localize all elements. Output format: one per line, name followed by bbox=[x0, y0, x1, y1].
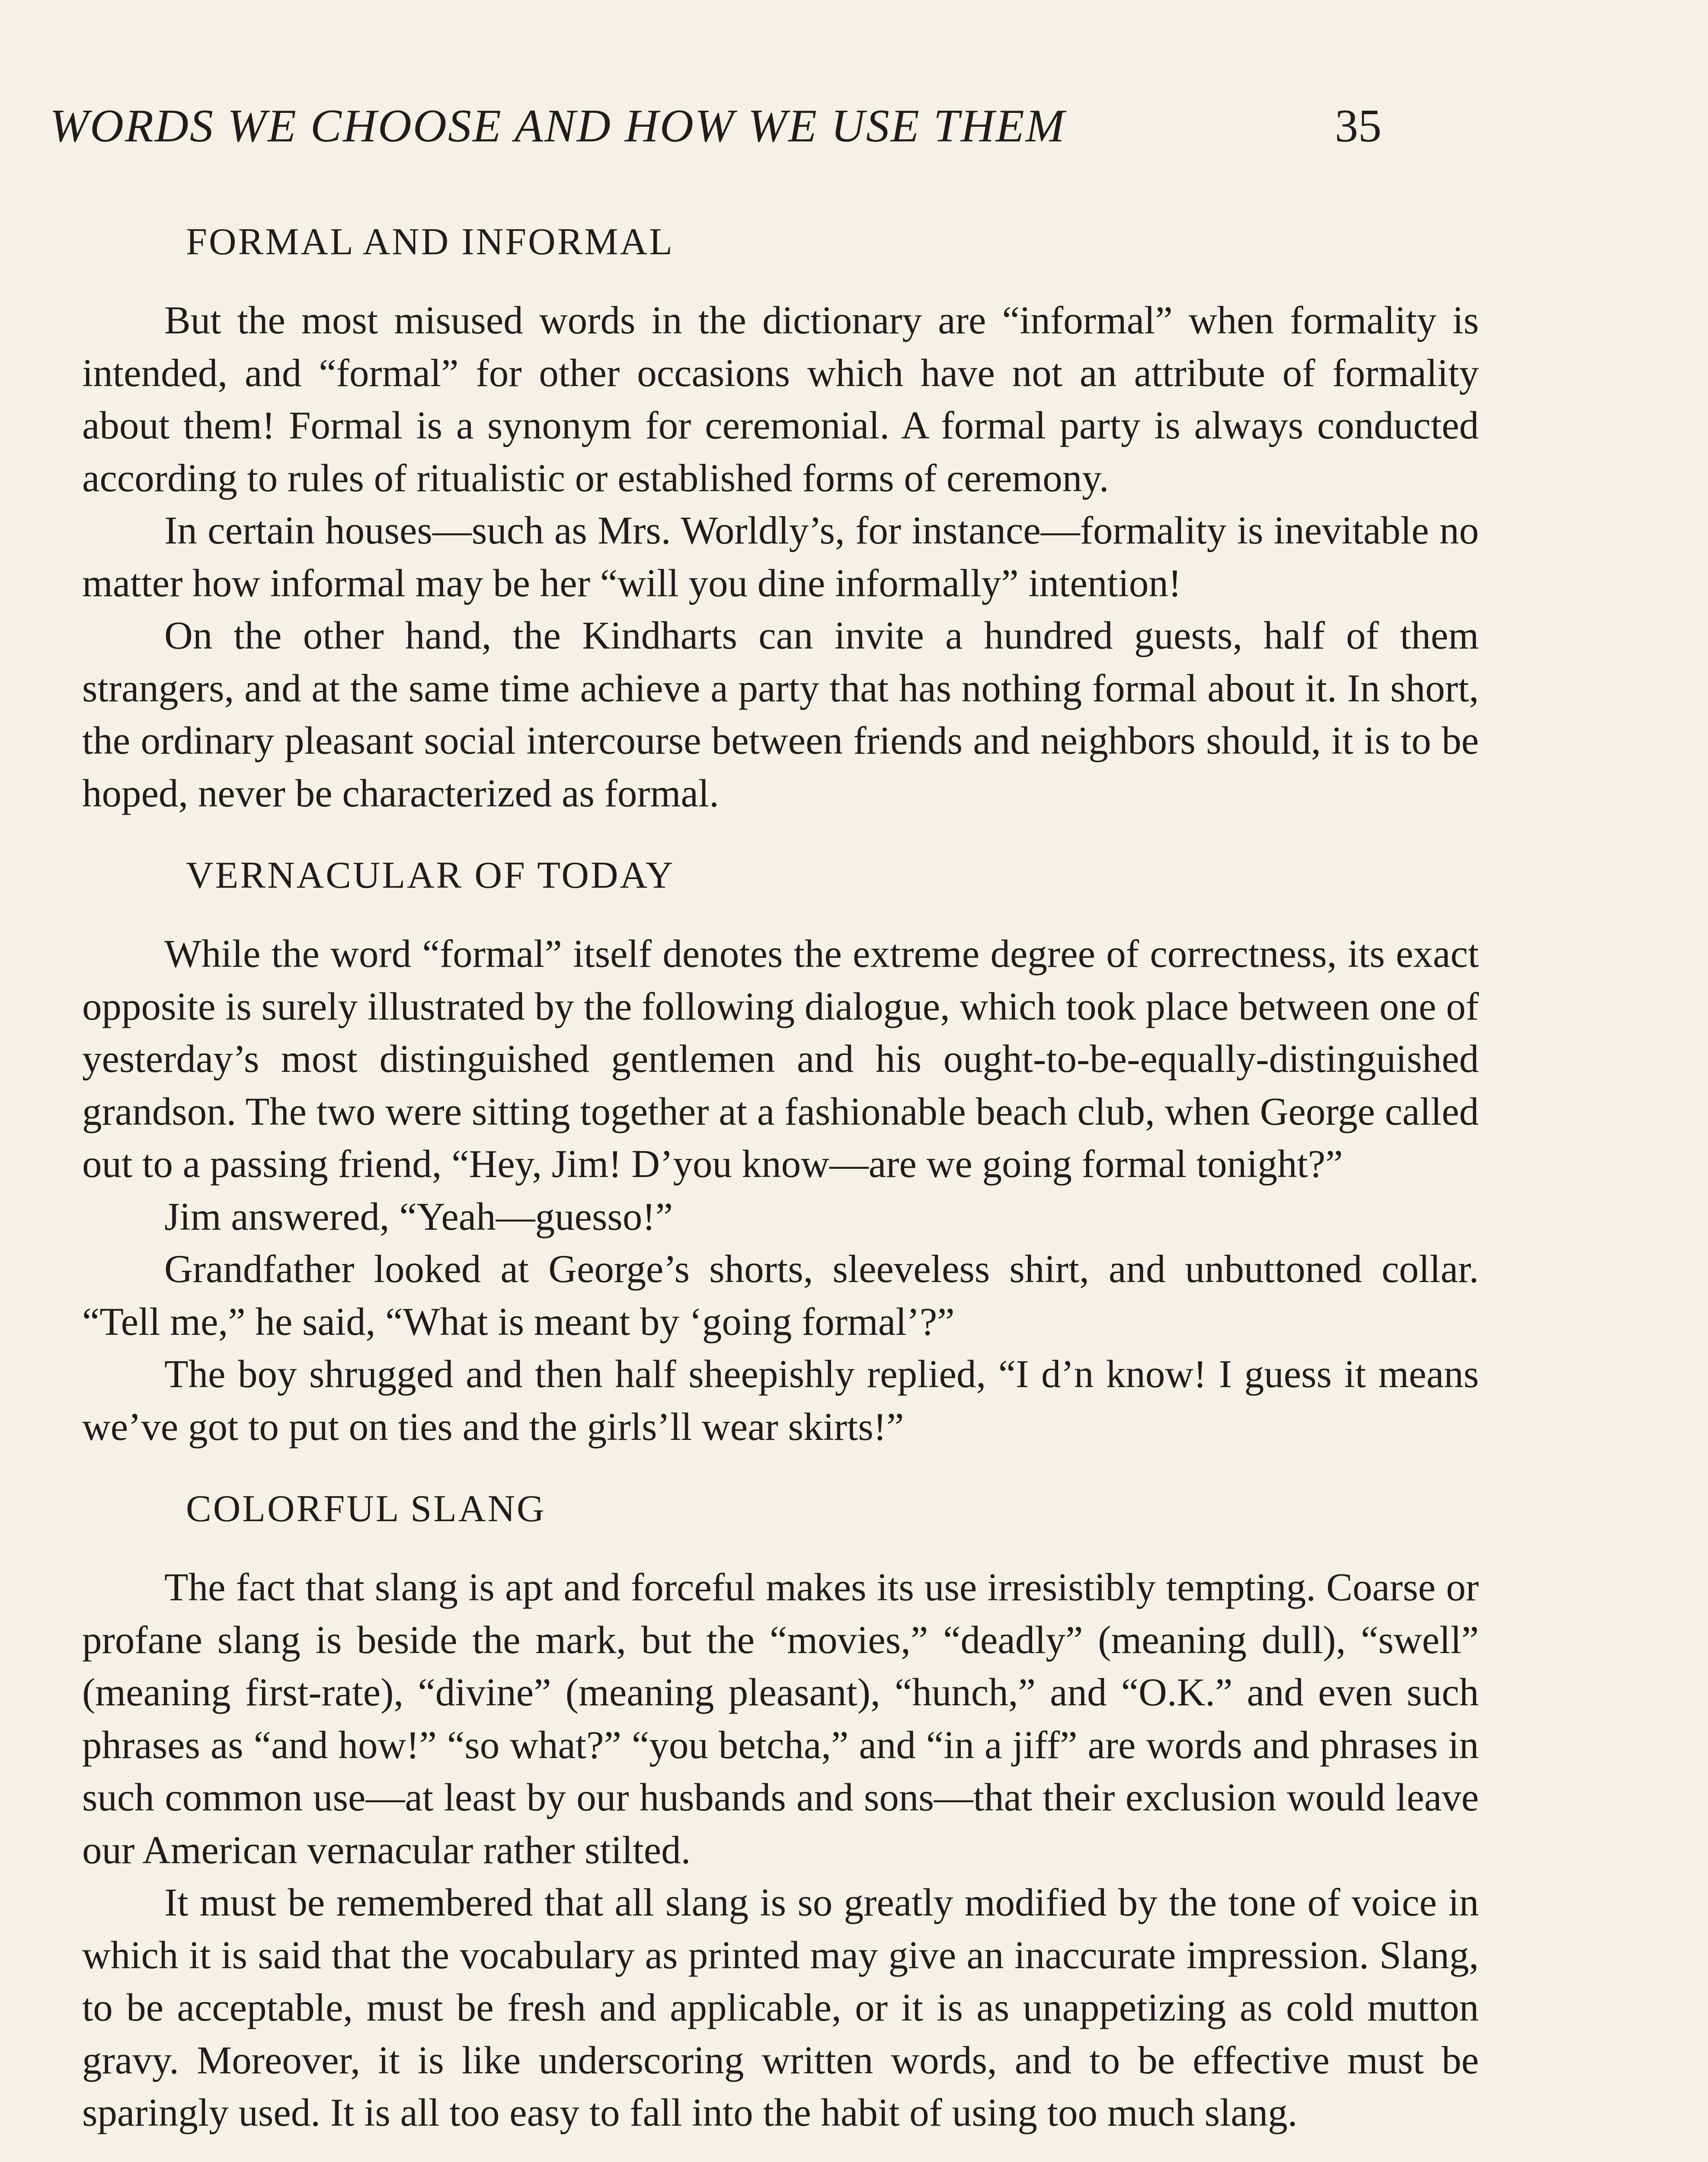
section-colorful-slang bbox=[82, 1483, 1479, 2139]
paragraph: The boy shrugged and then half sheepishly replied, “I d’n know! I guess it means we’ve got to put on ties and the girls’ll wear skirts!” bbox=[82, 1352, 1479, 1449]
paragraph: On the other hand, the Kindharts can invite a hundred guests, half of them strangers, and at the same time achieve a party that has nothing formal about it. In short, the ordinary pleasant social intercourse between friends and neighbors should, it is to be hoped, never be characterized as formal. bbox=[82, 614, 1479, 815]
page-number: 35 bbox=[1335, 100, 1382, 152]
paragraph: The fact that slang is apt and forceful makes its use irresistibly tempting. Coarse or profane slang is beside the mark, but the “movies,” “deadly” (meaning dull), “swell” (meaning first-rate), “divine” (meaning pleasant), “hunch,” and “O.K.” and even such phrases as “and how!” “so what?” “you betcha,” and “in a jiff” are words and phrases in such common use—at least by our husbands and sons—that their exclusion would leave our American vernacular rather stilted. bbox=[82, 1565, 1479, 1872]
running-title: WORDS WE CHOOSE AND HOW WE USE THEM bbox=[50, 100, 1066, 152]
section-vernacular-of-today bbox=[82, 850, 1479, 1453]
paragraph: But the most misused words in the dictionary are “informal” when formality is intended, and “formal” for other occasions which have not an attribute of formality about them! Formal is a synonym for ceremonial. A formal party is always conducted according to rules of ritualistic or established forms of ceremony. bbox=[82, 298, 1479, 500]
section-spacer bbox=[82, 1453, 1479, 1483]
paragraph: Jim answered, “Yeah—guesso!” bbox=[164, 1194, 673, 1238]
section-heading: VERNACULAR OF TODAY bbox=[186, 854, 675, 896]
running-head bbox=[50, 99, 1382, 160]
paragraph: Grandfather looked at George’s shorts, sleeveless shirt, and unbuttoned collar. “Tell me,” he said, “What is meant by ‘going formal’?” bbox=[82, 1247, 1479, 1343]
paragraph: It must be remembered that all slang is so greatly modified by the tone of voice in which it is said that the vocabulary as printed may give an inaccurate impression. Slang, to be acceptable, must be fresh and applicable, or it is as unappetizing as cold mutton gravy. Moreover, it is like underscoring written words, and to be effective must be sparingly used. It is all too easy to fall into the habit of using too much slang. bbox=[82, 1881, 1479, 2134]
section-formal-and-informal bbox=[82, 216, 1479, 819]
section-heading: FORMAL AND INFORMAL bbox=[186, 221, 674, 263]
paragraph: While the word “formal” itself denotes the extreme degree of correctness, its exact opposite is surely illustrated by the following dialogue, which took place between one of yesterday’s most distinguished gentlemen and his ought-to-be-equally-distinguished grandson. The two were sitting together at a fashionable beach club, when George called out to a passing friend, “Hey, Jim! D’you know—are we going formal tonight?” bbox=[82, 932, 1479, 1186]
paragraph: In certain houses—such as Mrs. Worldly’s, for instance—formality is inevitable no matter how informal may be her “will you dine informally” intention! bbox=[82, 509, 1479, 605]
section-spacer bbox=[82, 819, 1479, 850]
section-heading: COLORFUL SLANG bbox=[186, 1488, 546, 1530]
page-body bbox=[82, 216, 1479, 2139]
